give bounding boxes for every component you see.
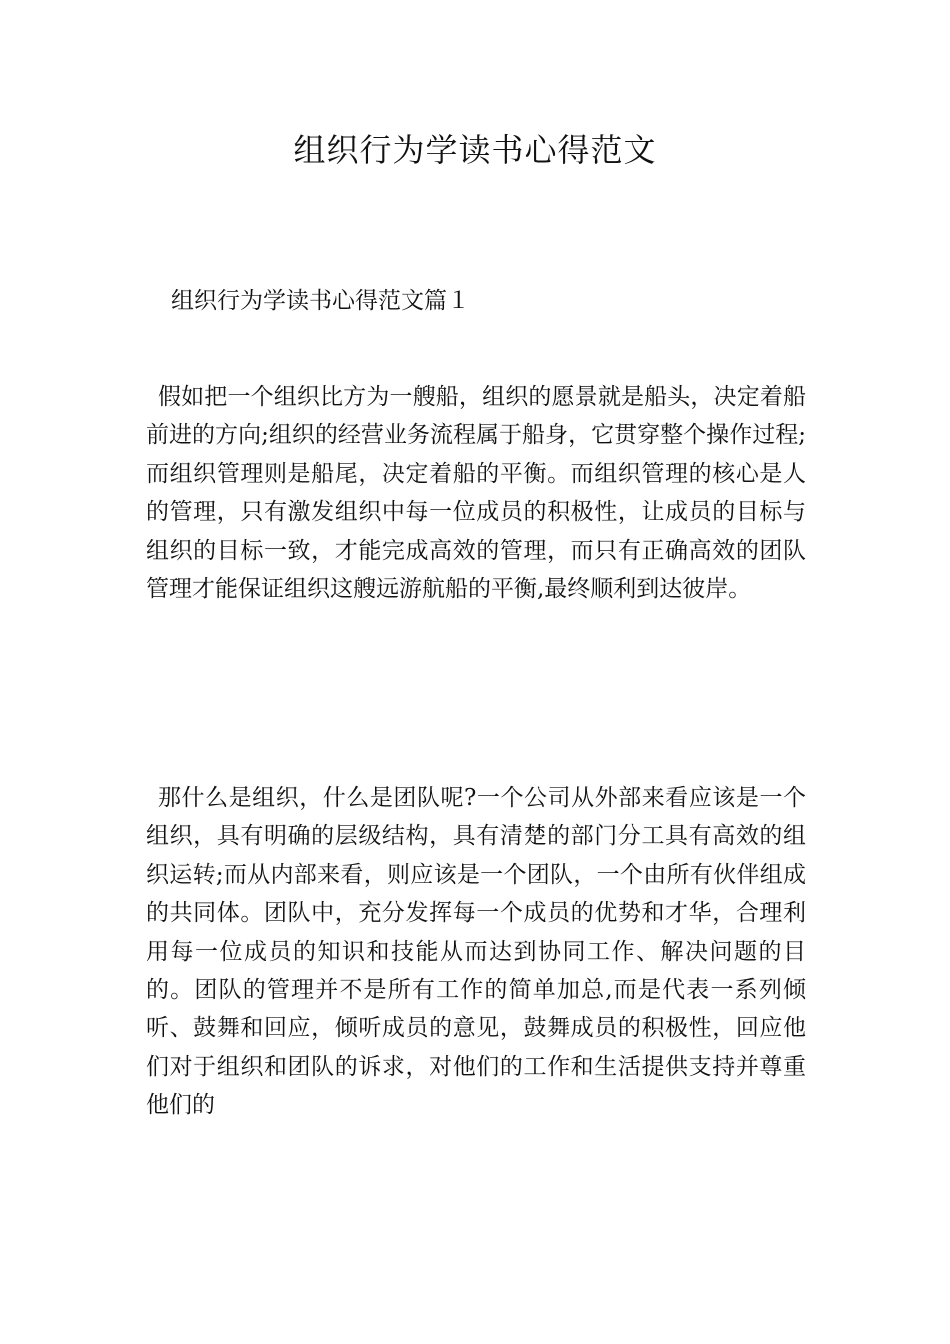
section-heading: 组织行为学读书心得范文篇１ xyxy=(171,288,470,314)
body-paragraph-2: 那什么是组织，什么是团队呢?一个公司从外部来看应该是一个组织，具有明确的层级结构，具有清楚的部门分工具有高效的组织运转;而从内部来看，则应该是一个团队，一个由所有伙伴组成的共同体。团队中，充分发挥每一个成员的优势和才华，合理利用每一位成员的知识和技能从而达到协同工作、解决问题的目的。团队的管理并不是所有工作的简单加总,而是代表一系列倾听、鼓舞和回应，倾听成员的意见，鼓舞成员的积极性，回应他们对于组织和团队的诉求，对他们的工作和生活提供支持并尊重他们的 xyxy=(146,785,806,1119)
body-paragraph-1: 假如把一个组织比方为一艘船，组织的愿景就是船头，决定着船前进的方向;组织的经营业务流程属于船身，它贯穿整个操作过程;而组织管理则是船尾，决定着船的平衡。而组织管理的核心是人的管理，只有激发组织中每一位成员的积极性，让成员的目标与组织的目标一致，才能完成高效的管理，而只有正确高效的团队管理才能保证组织这艘远游航船的平衡,最终顺利到达彼岸。 xyxy=(146,384,806,603)
document-title: 组织行为学读书心得范文 xyxy=(293,131,657,169)
